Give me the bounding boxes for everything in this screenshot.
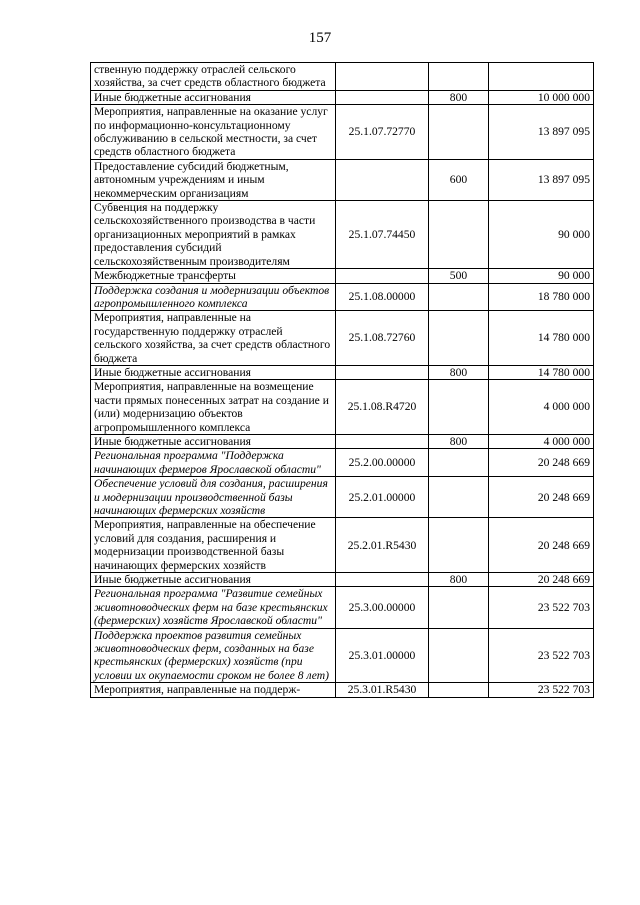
row-name-cell: Региональная программа "Поддержка начинающих фермеров Ярославской области" — [91, 449, 336, 477]
row-name-cell: Мероприятия, направленные на поддерж- — [91, 683, 336, 697]
row-amount-cell: 13 897 095 — [489, 159, 594, 200]
table-row — [91, 380, 594, 435]
row-name-cell: Иные бюджетные ассигнования — [91, 573, 336, 587]
table-row — [91, 63, 594, 91]
row-code-cell: 25.3.00.00000 — [336, 587, 429, 628]
row-amount-cell: 10 000 000 — [489, 90, 594, 104]
row-code-cell — [336, 90, 429, 104]
table-row — [91, 518, 594, 573]
row-code-cell: 25.1.08.00000 — [336, 283, 429, 311]
row-code-cell — [336, 573, 429, 587]
table-row — [91, 159, 594, 200]
row-type-cell — [429, 477, 489, 518]
row-type-cell: 800 — [429, 365, 489, 379]
row-name-cell: Мероприятия, направленные на оказание услуг по информационно-консультационному обслуживанию в сельской местности, за счет средств областного бюджета — [91, 105, 336, 160]
table-row — [91, 477, 594, 518]
row-type-cell — [429, 105, 489, 160]
row-code-cell: 25.2.01.00000 — [336, 477, 429, 518]
row-name-cell: Иные бюджетные ассигнования — [91, 434, 336, 448]
row-name-cell: Предоставление субсидий бюджетным, автономным учреждениям и иным некоммерческим организациям — [91, 159, 336, 200]
table-row — [91, 365, 594, 379]
row-type-cell: 500 — [429, 269, 489, 283]
table-row — [91, 628, 594, 683]
row-type-cell — [429, 380, 489, 435]
row-amount-cell: 20 248 669 — [489, 477, 594, 518]
row-code-cell: 25.1.08.R4720 — [336, 380, 429, 435]
row-type-cell — [429, 628, 489, 683]
page-number: 157 — [308, 30, 332, 46]
table-row — [91, 283, 594, 311]
row-amount-cell: 18 780 000 — [489, 283, 594, 311]
row-type-cell: 600 — [429, 159, 489, 200]
row-type-cell — [429, 201, 489, 269]
table-row — [91, 449, 594, 477]
row-type-cell — [429, 587, 489, 628]
table-row — [91, 573, 594, 587]
row-name-cell: Мероприятия, направленные на государственную поддержку отраслей сельского хозяйства, за счет средств областного бюджета — [91, 311, 336, 366]
row-code-cell: 25.1.08.72760 — [336, 311, 429, 366]
row-amount-cell: 90 000 — [489, 269, 594, 283]
row-amount-cell: 23 522 703 — [489, 628, 594, 683]
row-amount-cell: 4 000 000 — [489, 434, 594, 448]
row-amount-cell: 20 248 669 — [489, 449, 594, 477]
row-name-cell: Мероприятия, направленные на обеспечение условий для создания, расширения и модернизации производственной базы начинающих фермерских хозяйств — [91, 518, 336, 573]
row-name-cell: Мероприятия, направленные на возмещение части прямых понесенных затрат на создание и (или) модернизацию объектов агропромышленного комплекса — [91, 380, 336, 435]
row-amount-cell: 23 522 703 — [489, 683, 594, 697]
row-amount-cell: 90 000 — [489, 201, 594, 269]
row-amount-cell: 23 522 703 — [489, 587, 594, 628]
row-name-cell: Межбюджетные трансферты — [91, 269, 336, 283]
row-name-cell: Обеспечение условий для создания, расширения и модернизации производственной базы начинающих фермерских хозяйств — [91, 477, 336, 518]
row-amount-cell: 20 248 669 — [489, 518, 594, 573]
row-code-cell — [336, 365, 429, 379]
row-code-cell — [336, 269, 429, 283]
row-amount-cell — [489, 63, 594, 91]
table-row — [91, 90, 594, 104]
row-code-cell: 25.2.01.R5430 — [336, 518, 429, 573]
row-type-cell — [429, 683, 489, 697]
row-type-cell: 800 — [429, 90, 489, 104]
row-type-cell — [429, 518, 489, 573]
row-type-cell — [429, 449, 489, 477]
row-name-cell: Иные бюджетные ассигнования — [91, 365, 336, 379]
row-amount-cell: 20 248 669 — [489, 573, 594, 587]
table-row — [91, 434, 594, 448]
table-row — [91, 311, 594, 366]
row-amount-cell: 4 000 000 — [489, 380, 594, 435]
row-code-cell — [336, 159, 429, 200]
row-code-cell: 25.1.07.72770 — [336, 105, 429, 160]
row-name-cell: Иные бюджетные ассигнования — [91, 90, 336, 104]
row-code-cell — [336, 63, 429, 91]
row-name-cell: ственную поддержку отраслей сельского хозяйства, за счет средств областного бюджета — [91, 63, 336, 91]
row-name-cell: Поддержка проектов развития семейных животноводческих ферм, созданных на базе крестьянских (фермерских) хозяйств (при условии их окупаемости сроком не более 8 лет) — [91, 628, 336, 683]
row-amount-cell: 13 897 095 — [489, 105, 594, 160]
row-code-cell: 25.3.01.R5430 — [336, 683, 429, 697]
row-amount-cell: 14 780 000 — [489, 365, 594, 379]
row-type-cell — [429, 311, 489, 366]
row-type-cell: 800 — [429, 573, 489, 587]
table-row — [91, 683, 594, 697]
row-type-cell — [429, 283, 489, 311]
row-amount-cell: 14 780 000 — [489, 311, 594, 366]
table-row — [91, 105, 594, 160]
row-code-cell — [336, 434, 429, 448]
budget-table-body — [91, 63, 594, 698]
row-type-cell: 800 — [429, 434, 489, 448]
row-name-cell: Субвенция на поддержку сельскохозяйственного производства в части организационных мероприятий в рамках предоставления субсидий сельскохозяйственным производителям — [91, 201, 336, 269]
budget-table — [90, 62, 594, 698]
row-code-cell: 25.1.07.74450 — [336, 201, 429, 269]
row-type-cell — [429, 63, 489, 91]
row-code-cell: 25.3.01.00000 — [336, 628, 429, 683]
row-name-cell: Поддержка создания и модернизации объектов агропромышленного комплекса — [91, 283, 336, 311]
row-code-cell: 25.2.00.00000 — [336, 449, 429, 477]
table-row — [91, 587, 594, 628]
row-name-cell: Региональная программа "Развитие семейных животноводческих ферм на базе крестьянских (фермерских) хозяйств Ярославской области" — [91, 587, 336, 628]
table-row — [91, 201, 594, 269]
table-row — [91, 269, 594, 283]
